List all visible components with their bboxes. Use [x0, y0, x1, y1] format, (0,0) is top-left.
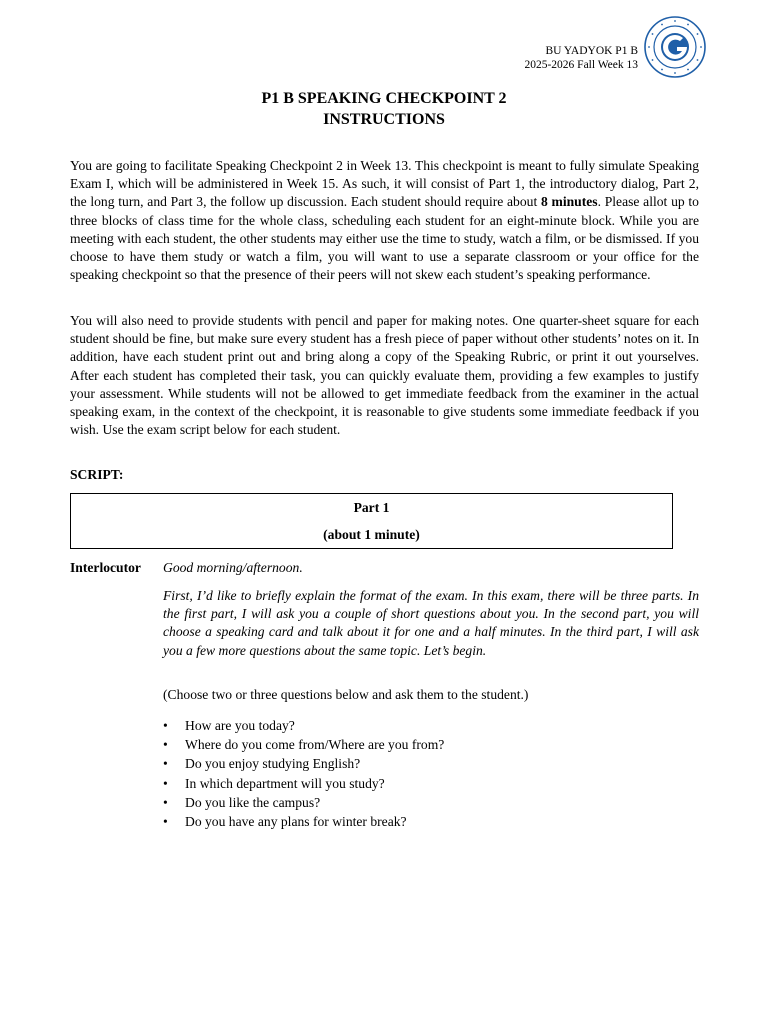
script-label: SCRIPT: [70, 467, 124, 482]
document-header [524, 44, 638, 72]
term-week: 2025-2026 Fall Week 13 [524, 59, 638, 71]
list-item: • In which department will you study? [163, 774, 444, 793]
instructions-paragraph-1 [70, 157, 699, 284]
list-item: • Do you enjoy studying English? [163, 754, 444, 773]
part-title: Part 1 [353, 500, 390, 515]
question-list [163, 716, 444, 831]
course-code: BU YADYOK P1 B [545, 45, 638, 57]
title-line-1: P1 B SPEAKING CHECKPOINT 2 [261, 90, 507, 107]
list-item: • How are you today? [163, 716, 444, 735]
university-seal-icon [643, 15, 707, 79]
exam-intro-text: First, I’d like to briefly explain the format of the exam. In this exam, there will be three parts. In the first part, I will ask you a couple of short questions about you. In the second part, you will choose a speaking card and talk about it for one and a half minutes. In the third part, I will ask you a few more questions about the same topic. Let’s begin. [163, 588, 699, 658]
duration-emphasis: 8 minutes [540, 194, 598, 210]
part-duration: (about 1 minute) [323, 527, 420, 542]
speaker-label: Interlocutor [70, 560, 141, 575]
list-item: • Do you like the campus? [163, 793, 444, 812]
list-item: • Where do you come from/Where are you from? [163, 735, 444, 754]
part-1-box [70, 493, 673, 549]
greeting-line: Good morning/afternoon. [163, 560, 303, 575]
paragraph-1-text-a: You are going to facilitate Speaking Checkpoint 2 in Week 13. This checkpoint is meant to fully simulate Speaking Exam I, which will be administered in Week 15. As such, it will consist of Part 1, the introductory dialog, Part 2, the long turn, and Part 3, the follow up discussion. Each student should require about [70, 158, 699, 210]
list-item: • Do you have any plans for winter break? [163, 812, 444, 831]
paragraph-1-text-b: . Please allot up to three blocks of class time for the whole class, scheduling each student for an eight-minute block. While you are meeting with each student, the other students may either use the time to study, watch a film, or be dismissed. If you choose to have them study or watch a film, you will want to use a separate classroom or your office for the speaking checkpoint so that the presence of their peers will not skew each student’s speaking performance. [70, 194, 699, 283]
instructions-paragraph-2: You will also need to provide students with pencil and paper for making notes. One quarter-sheet square for each student should be fine, but make sure every student has a fresh piece of paper without other students’ notes on it. In addition, have each student print out and bring along a copy of the Speaking Rubric, or print it out yourselves. After each student has completed their task, you can quickly evaluate them, providing a few examples to justify your assessment. While students will not be allowed to get immediate feedback from the examiner in the actual speaking exam, in the context of the checkpoint, it is reasonable to give students some immediate feedback if you wish. Use the exam script below for each student. [70, 313, 699, 438]
title-line-2: INSTRUCTIONS [323, 111, 445, 128]
document-title [0, 88, 768, 130]
question-instruction: (Choose two or three questions below and ask them to the student.) [163, 687, 529, 702]
